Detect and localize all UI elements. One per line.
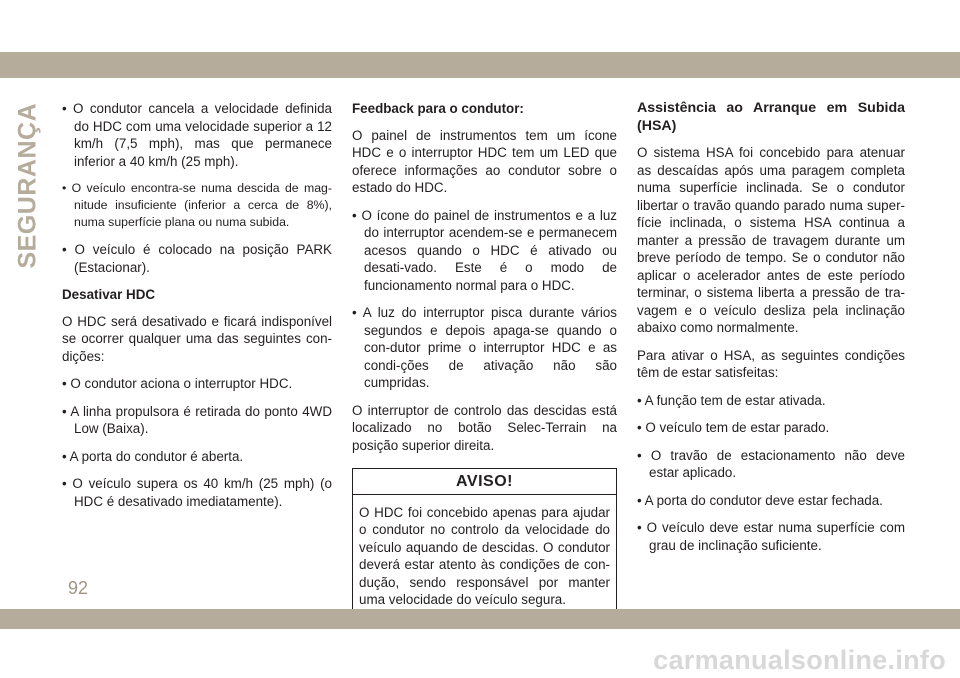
section-heading: Assistência ao Arranque em Subida (HSA) xyxy=(637,100,905,134)
body-paragraph: O sistema HSA foi concebido para atenuar as descaídas após uma paragem completa numa superfície inclinada. Se o condutor libertar o travão quando parado numa super-fície inclinada, o sistema HSA continua a manter a pressão de travagem durante um breve período de tempo. Se o condutor não aplicar o acelerador antes de este período terminar, o sistema liberta a pressão de tra-vagem e o veículo desliza pela inclinação abaixo como normalmente. xyxy=(637,145,905,335)
body-paragraph: O painel de instrumentos tem um ícone HDC e o interruptor HDC tem um LED que oferece informações ao condutor sobre o estado do HDC. xyxy=(352,127,617,195)
list-item: • O condutor cancela a velocidade definida do HDC com uma velocidade superior a 12 km/h (7,5 mph), mas que permanece inferior a 40 km/h (25 mph). xyxy=(62,101,332,169)
list-item: • A função tem de estar ativada. xyxy=(637,392,826,408)
list-item: • O veículo deve estar numa superfície com grau de inclinação suficiente. xyxy=(637,520,905,553)
watermark-text: carmanualsonline.info xyxy=(653,645,946,675)
list-item: • O ícone do painel de instrumentos e a luz do interruptor acendem-se e permanecem acesos quando o HDC é ativado ou desati-vado. Este é o modo de funcionamento normal para o HDC. xyxy=(352,207,617,293)
list-item: • O travão de estacionamento não deve estar aplicado. xyxy=(637,447,905,480)
column-2 xyxy=(352,100,617,620)
body-paragraph: O interruptor de controlo das descidas está localizado no botão Selec-Terrain na posição superior direita. xyxy=(352,402,617,453)
list-item: • O veículo supera os 40 km/h (25 mph) (o HDC é desativado imediatamente). xyxy=(62,476,332,509)
list-item: • O condutor aciona o interruptor HDC. xyxy=(62,376,293,391)
header-color-bar xyxy=(0,52,960,78)
footer-color-bar xyxy=(0,609,960,629)
warning-title: AVISO! xyxy=(353,469,616,495)
list-item: • A porta do condutor deve estar fechada. xyxy=(637,492,883,508)
page-number: 92 xyxy=(68,578,89,598)
warning-body: O HDC foi concebido apenas para ajudar o condutor no controlo da velocidade do veículo aquando de descidas. O condutor deverá estar atento às condições de con-dução, sendo responsável por manter uma velocidade do veículo segura. xyxy=(359,504,610,607)
list-item: • O veículo tem de estar parado. xyxy=(637,420,830,435)
section-side-label: SEGURANÇA xyxy=(13,102,42,269)
section-heading: Desativar HDC xyxy=(62,287,156,302)
section-heading: Feedback para o condutor: xyxy=(352,101,524,116)
column-3 xyxy=(637,100,905,564)
list-item: • O veículo encontra-se numa descida de mag-nitude insuficiente (inferior a cerca de 8%), numa superfície plana ou numa subida. xyxy=(62,181,332,229)
body-paragraph: O HDC será desativado e ficará indisponível se ocorrer qualquer uma das seguintes con-dições: xyxy=(62,313,332,364)
warning-box xyxy=(352,468,617,620)
list-item: • A luz do interruptor pisca durante vários segundos e depois apaga-se quando o con-dutor prime o interruptor HDC e as condi-ções de ativação não são cumpridas. xyxy=(352,305,617,390)
list-item: • A linha propulsora é retirada do ponto 4WD Low (Baixa). xyxy=(62,403,332,436)
list-item: • O veículo é colocado na posição PARK (Estacionar). xyxy=(62,242,332,275)
list-item: • A porta do condutor é aberta. xyxy=(62,448,244,464)
column-1 xyxy=(62,100,332,520)
body-paragraph: Para ativar o HSA, as seguintes condições têm de estar satisfeitas: xyxy=(637,347,905,380)
